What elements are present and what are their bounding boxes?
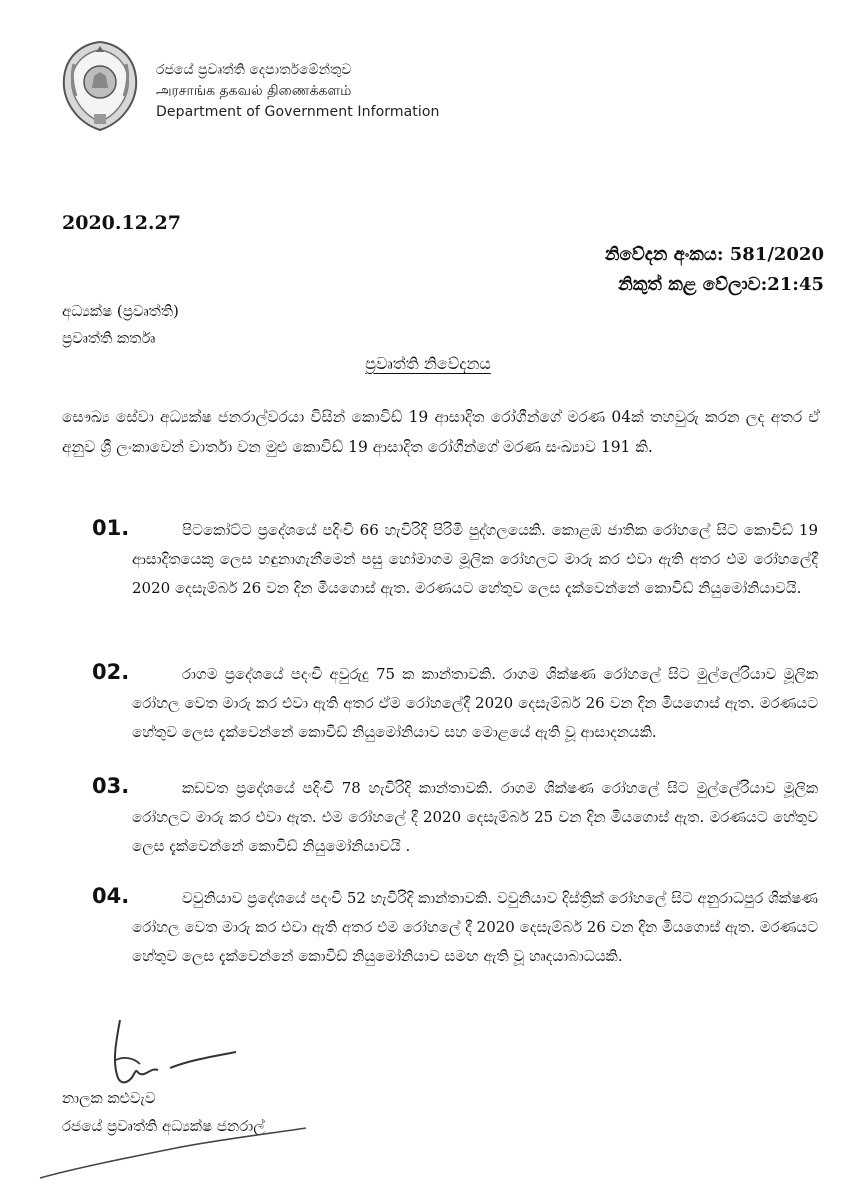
signer-designation: රජයේ ප්‍රවෘත්ති අධ්‍යක්ෂ ජනරාල් bbox=[62, 1117, 265, 1135]
case-item bbox=[92, 774, 818, 861]
document-title-text: ප්‍රවෘත්ති නිවේදනය bbox=[365, 354, 491, 373]
signature-icon bbox=[100, 1012, 250, 1092]
letterhead bbox=[58, 38, 478, 138]
release-number: නිවේදන අංකය: 581/2020 bbox=[604, 244, 824, 265]
case-item bbox=[92, 660, 818, 747]
case-text: පිටකෝට්ට ප්‍රදේශයේ පදිංචි 66 හැවිරිදි පිරිමි පුද්ගලයෙකි. කොළඹ ජාතික රෝහලේ සිට කොවිඩ් 19 ආසාදිතයෙකු ලෙස හඳුනාගැනීමෙන් පසු හෝමාගම මූලික රෝහලට මාරු කර එවා ඇති අතර එම රෝහලේදී 2020 දෙසැම්බර් 26 වන දින මියගොස් ඇත. මරණයට හේතුව ලෙස දැක්වෙන්නේ කොවිඩ් නියුමෝනියාවයි. bbox=[132, 521, 818, 597]
release-time: නිකුත් කළ වේලාව:21:45 bbox=[618, 274, 824, 295]
intro-paragraph: සෞඛ්‍ය සේවා අධ්‍යක්ෂ ජනරාල්වරයා විසින් කොවිඩ් 19 ආසාදිත රෝගීන්ගේ මරණ 04ක් තහවුරු කරන ලද අතර ඒ අනුව ශ්‍රී ලංකාවෙන් වාර්තා වන මුළු කොවිඩ් 19 ආසාදිත රෝගීන්ගේ මරණ සංඛ්‍යාව 191 කි. bbox=[62, 408, 820, 456]
case-number: 01. bbox=[92, 516, 130, 540]
case-number: 02. bbox=[92, 660, 130, 684]
release-references bbox=[605, 240, 824, 300]
release-date: 2020.12.27 bbox=[62, 212, 181, 234]
department-name-tamil: அரசாங்க தகவல் திணைக்களம் bbox=[156, 83, 352, 99]
case-text: රාගම ප්‍රදේශයේ පදංචි අවුරුදු 75 ක කාන්තාවකි. රාගම ශික්ෂණ රෝහලේ සිට මුල්ලේරියාව මූලික රෝහල වෙත මාරු කර එවා ඇති අතර ඒම රෝහලේදී 2020 දෙසැම්බර් 26 වන දින මියගොස් ඇත. මරණයට හේතුව ලෙස දැක්වෙන්නේ කොවිඩ් නියුමෝනියාව සහ මොළයේ ඇති වූ ආසාදනයකි. bbox=[132, 665, 818, 741]
department-name-sinhala: රජයේ ප්‍රවෘත්ති දෙපාර්තමේන්තුව bbox=[156, 62, 352, 78]
department-names bbox=[156, 60, 486, 123]
sri-lanka-emblem-icon bbox=[58, 38, 142, 134]
addressee-line-2: ප්‍රවෘත්ති කර්තෘ bbox=[62, 329, 156, 347]
addressee-line-1: අධ්‍යක්ෂ (ප්‍රවෘත්ති) bbox=[62, 302, 179, 320]
case-text: කඩවත ප්‍රදේශයේ පදිංචි 78 හැවිරිදි කාන්තාවකි. රාගම ශික්ෂණ රෝහලේ සිට මුල්ලේරියාව මූලික රෝහලට මාරු කර එවා ඇත. එම රෝහලේ දී 2020 දෙසැම්බර් 25 වන දින මියගොස් ඇත. මරණයට හේතුව ලෙස දැක්වෙන්නේ කොවිඩ් නියුමෝනියාවයි . bbox=[132, 779, 818, 855]
signature-stroke-icon bbox=[36, 1098, 316, 1188]
signer-name: නාලක කළුවැව bbox=[62, 1089, 156, 1107]
case-text: වවුනියාව ප්‍රදේශයේ පදංචි 52 හැවිරිදි කාන්තාවකි. වවුනියාව දිස්ත්‍රික් රෝහලේ සිට අනුරාධපුර ශික්ෂණ රෝහල වෙත මාරු කර එවා ඇති අතර එම රෝහලේ දී 2020 දෙසැම්බර් 26 වන දින මියගොස් ඇත. මරණයට හේතුව ලෙස දැක්වෙන්නේ කොවිඩ් නියුමෝනියාව සමඟ ඇති වූ හෘදයාබාධයකි. bbox=[132, 889, 818, 965]
case-item bbox=[92, 884, 818, 971]
case-item bbox=[92, 516, 818, 603]
addressee-block bbox=[62, 298, 179, 352]
case-number: 04. bbox=[92, 884, 130, 908]
case-number: 03. bbox=[92, 774, 130, 798]
document-title bbox=[0, 354, 856, 374]
department-name-english: Department of Government Information bbox=[156, 104, 440, 120]
